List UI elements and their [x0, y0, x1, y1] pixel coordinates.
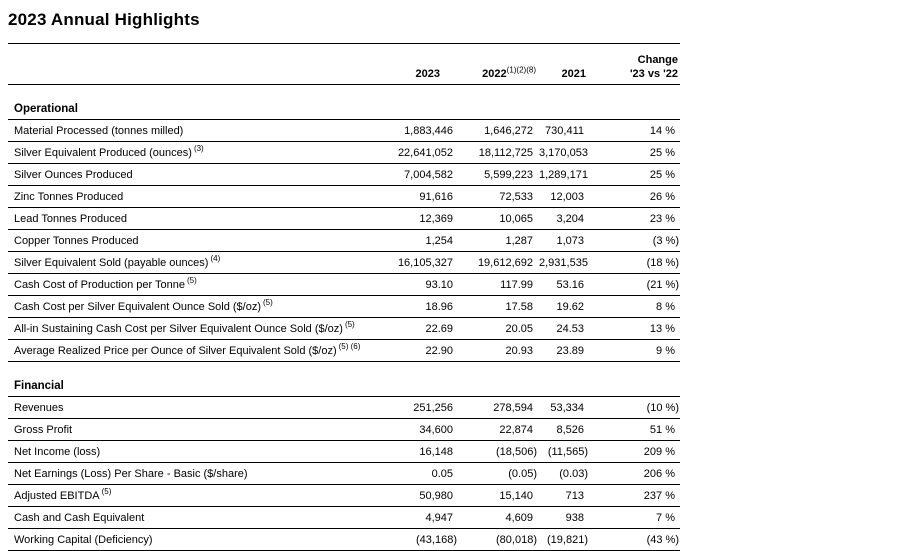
column-header-2022: $2022^{(1)(2)(8)}$ [458, 44, 538, 85]
table-row [8, 296, 680, 318]
table-row [8, 186, 680, 208]
table-row [8, 485, 680, 507]
value-2023: 16,148 [380, 441, 458, 463]
value-2023: 22.90 [380, 340, 458, 362]
value-2021: 713 [538, 485, 589, 507]
table-row [8, 274, 680, 296]
value-2022: 19,612,692 [458, 252, 538, 274]
value-2022: 117.99 [458, 274, 538, 296]
table-row [8, 441, 680, 463]
value-change: (43 %) [589, 529, 680, 551]
value-2022: 278,594 [458, 397, 538, 419]
row-label: Adjusted EBITDA [14, 489, 100, 502]
value-2022: 5,599,223 [458, 164, 538, 186]
table-row [8, 507, 680, 529]
column-header-change-line1: Change [637, 54, 678, 66]
row-label: Gross Profit [14, 423, 73, 436]
table-row [8, 208, 680, 230]
value-change: 14 % [589, 120, 680, 142]
value-change: 23 % [589, 208, 680, 230]
footnote-ref: (3) [193, 143, 204, 153]
table-row [8, 419, 680, 441]
value-2022: 1,287 [458, 230, 538, 252]
row-label: Silver Ounces Produced [14, 168, 133, 181]
value-2023: 1,254 [380, 230, 458, 252]
row-label: Silver Equivalent Produced (ounces) [14, 146, 192, 159]
table-row [8, 252, 680, 274]
value-2021: 12,003 [538, 186, 589, 208]
row-label: Silver Equivalent Sold (payable ounces) [14, 256, 209, 269]
value-2021: (19,821) [538, 529, 589, 551]
value-2023: 16,105,327 [380, 252, 458, 274]
value-2021: 2,931,535 [538, 252, 589, 274]
value-2021: 24.53 [538, 318, 589, 340]
value-2021: 8,526 [538, 419, 589, 441]
row-label: Copper Tonnes Produced [14, 234, 139, 247]
value-change: 8 % [589, 296, 680, 318]
value-2022: 10,065 [458, 208, 538, 230]
value-2021: 23.89 [538, 340, 589, 362]
row-label: Average Realized Price per Ounce of Silver Equivalent Sold ($/oz) [14, 344, 337, 357]
value-2023: 1,883,446 [380, 120, 458, 142]
table-row [8, 340, 680, 362]
value-2022: 17.58 [458, 296, 538, 318]
value-2023: 12,369 [380, 208, 458, 230]
value-2021: 53,334 [538, 397, 589, 419]
value-2022: (18,506) [458, 441, 538, 463]
row-label: All-in Sustaining Cash Cost per Silver Equivalent Ounce Sold ($/oz) [14, 322, 343, 335]
column-header-change [589, 44, 680, 85]
table-row [8, 120, 680, 142]
table-row [8, 463, 680, 485]
value-2021: (11,565) [538, 441, 589, 463]
value-2021: 3,204 [538, 208, 589, 230]
annual-highlights-table [8, 43, 680, 551]
footnote-ref: (5) (6) [338, 341, 361, 351]
value-2022: 1,646,272 [458, 120, 538, 142]
row-label: Zinc Tonnes Produced [14, 190, 124, 203]
column-header-change-line2: '23 vs '22 [629, 68, 678, 80]
value-2022: 4,609 [458, 507, 538, 529]
value-2021: 730,411 [538, 120, 589, 142]
row-label: Material Processed (tonnes milled) [14, 124, 184, 137]
value-2022: 15,140 [458, 485, 538, 507]
row-label: Net Earnings (Loss) Per Share - Basic ($/share) [14, 467, 248, 480]
value-2023: 0.05 [380, 463, 458, 485]
value-2021: 53.16 [538, 274, 589, 296]
value-2023: 34,600 [380, 419, 458, 441]
value-change: 9 % [589, 340, 680, 362]
row-label: Revenues [14, 401, 64, 414]
value-change: (18 %) [589, 252, 680, 274]
value-2021: 1,289,171 [538, 164, 589, 186]
value-change: (21 %) [589, 274, 680, 296]
value-2022: 20.05 [458, 318, 538, 340]
value-2022: (80,018) [458, 529, 538, 551]
table-row [8, 230, 680, 252]
section-title: Financial [8, 362, 680, 397]
footnote-ref: (5) [344, 319, 355, 329]
row-label: Net Income (loss) [14, 445, 101, 458]
value-2022: 22,874 [458, 419, 538, 441]
value-2022: (0.05) [458, 463, 538, 485]
value-2021: (0.03) [538, 463, 589, 485]
value-change: 26 % [589, 186, 680, 208]
value-2023: 22.69 [380, 318, 458, 340]
footnote-ref: (5) [187, 275, 197, 285]
column-header-blank [8, 44, 380, 85]
value-2023: 91,616 [380, 186, 458, 208]
table-row [8, 142, 680, 164]
table-header-row [8, 44, 680, 85]
value-change: 7 % [589, 507, 680, 529]
value-change: (3 %) [589, 230, 680, 252]
row-label: Cash and Cash Equivalent [14, 511, 145, 524]
row-label: Cash Cost per Silver Equivalent Ounce Sold ($/oz) [14, 300, 262, 313]
table-row [8, 529, 680, 551]
table-row [8, 397, 680, 419]
section-header-operational [8, 85, 680, 120]
table-row [8, 318, 680, 340]
value-change: 206 % [589, 463, 680, 485]
table-row [8, 164, 680, 186]
row-label: Cash Cost of Production per Tonne [14, 278, 186, 291]
column-header-2023: 2023 [380, 44, 458, 85]
row-label: Lead Tonnes Produced [14, 212, 127, 225]
value-change: (10 %) [589, 397, 680, 419]
value-change: 13 % [589, 318, 680, 340]
value-change: 25 % [589, 142, 680, 164]
value-2021: 19.62 [538, 296, 589, 318]
value-2022: 72,533 [458, 186, 538, 208]
page-title: 2023 Annual Highlights [8, 10, 200, 29]
value-2023: 4,947 [380, 507, 458, 529]
value-2023: 50,980 [380, 485, 458, 507]
value-2021: 938 [538, 507, 589, 529]
value-2021: 1,073 [538, 230, 589, 252]
footnote-ref: (5) [101, 486, 112, 496]
value-2023: 251,256 [380, 397, 458, 419]
column-header-2021: 2021 [538, 44, 589, 85]
footnote-ref-header: (1)(2)(8) [506, 65, 536, 75]
value-2023: 18.96 [380, 296, 458, 318]
footnote-ref: (5) [263, 297, 273, 307]
row-label: Working Capital (Deficiency) [14, 533, 153, 546]
value-2023: 93.10 [380, 274, 458, 296]
value-2023: 22,641,052 [380, 142, 458, 164]
value-change: 25 % [589, 164, 680, 186]
value-change: 51 % [589, 419, 680, 441]
value-change: 237 % [589, 485, 680, 507]
value-change: 209 % [589, 441, 680, 463]
value-2022: 20.93 [458, 340, 538, 362]
value-2023: (43,168) [380, 529, 458, 551]
value-2021: 3,170,053 [538, 142, 589, 164]
section-title: Operational [8, 85, 680, 120]
value-2023: 7,004,582 [380, 164, 458, 186]
section-header-financial [8, 362, 680, 397]
footnote-ref: (4) [210, 253, 221, 263]
value-2022: 18,112,725 [458, 142, 538, 164]
